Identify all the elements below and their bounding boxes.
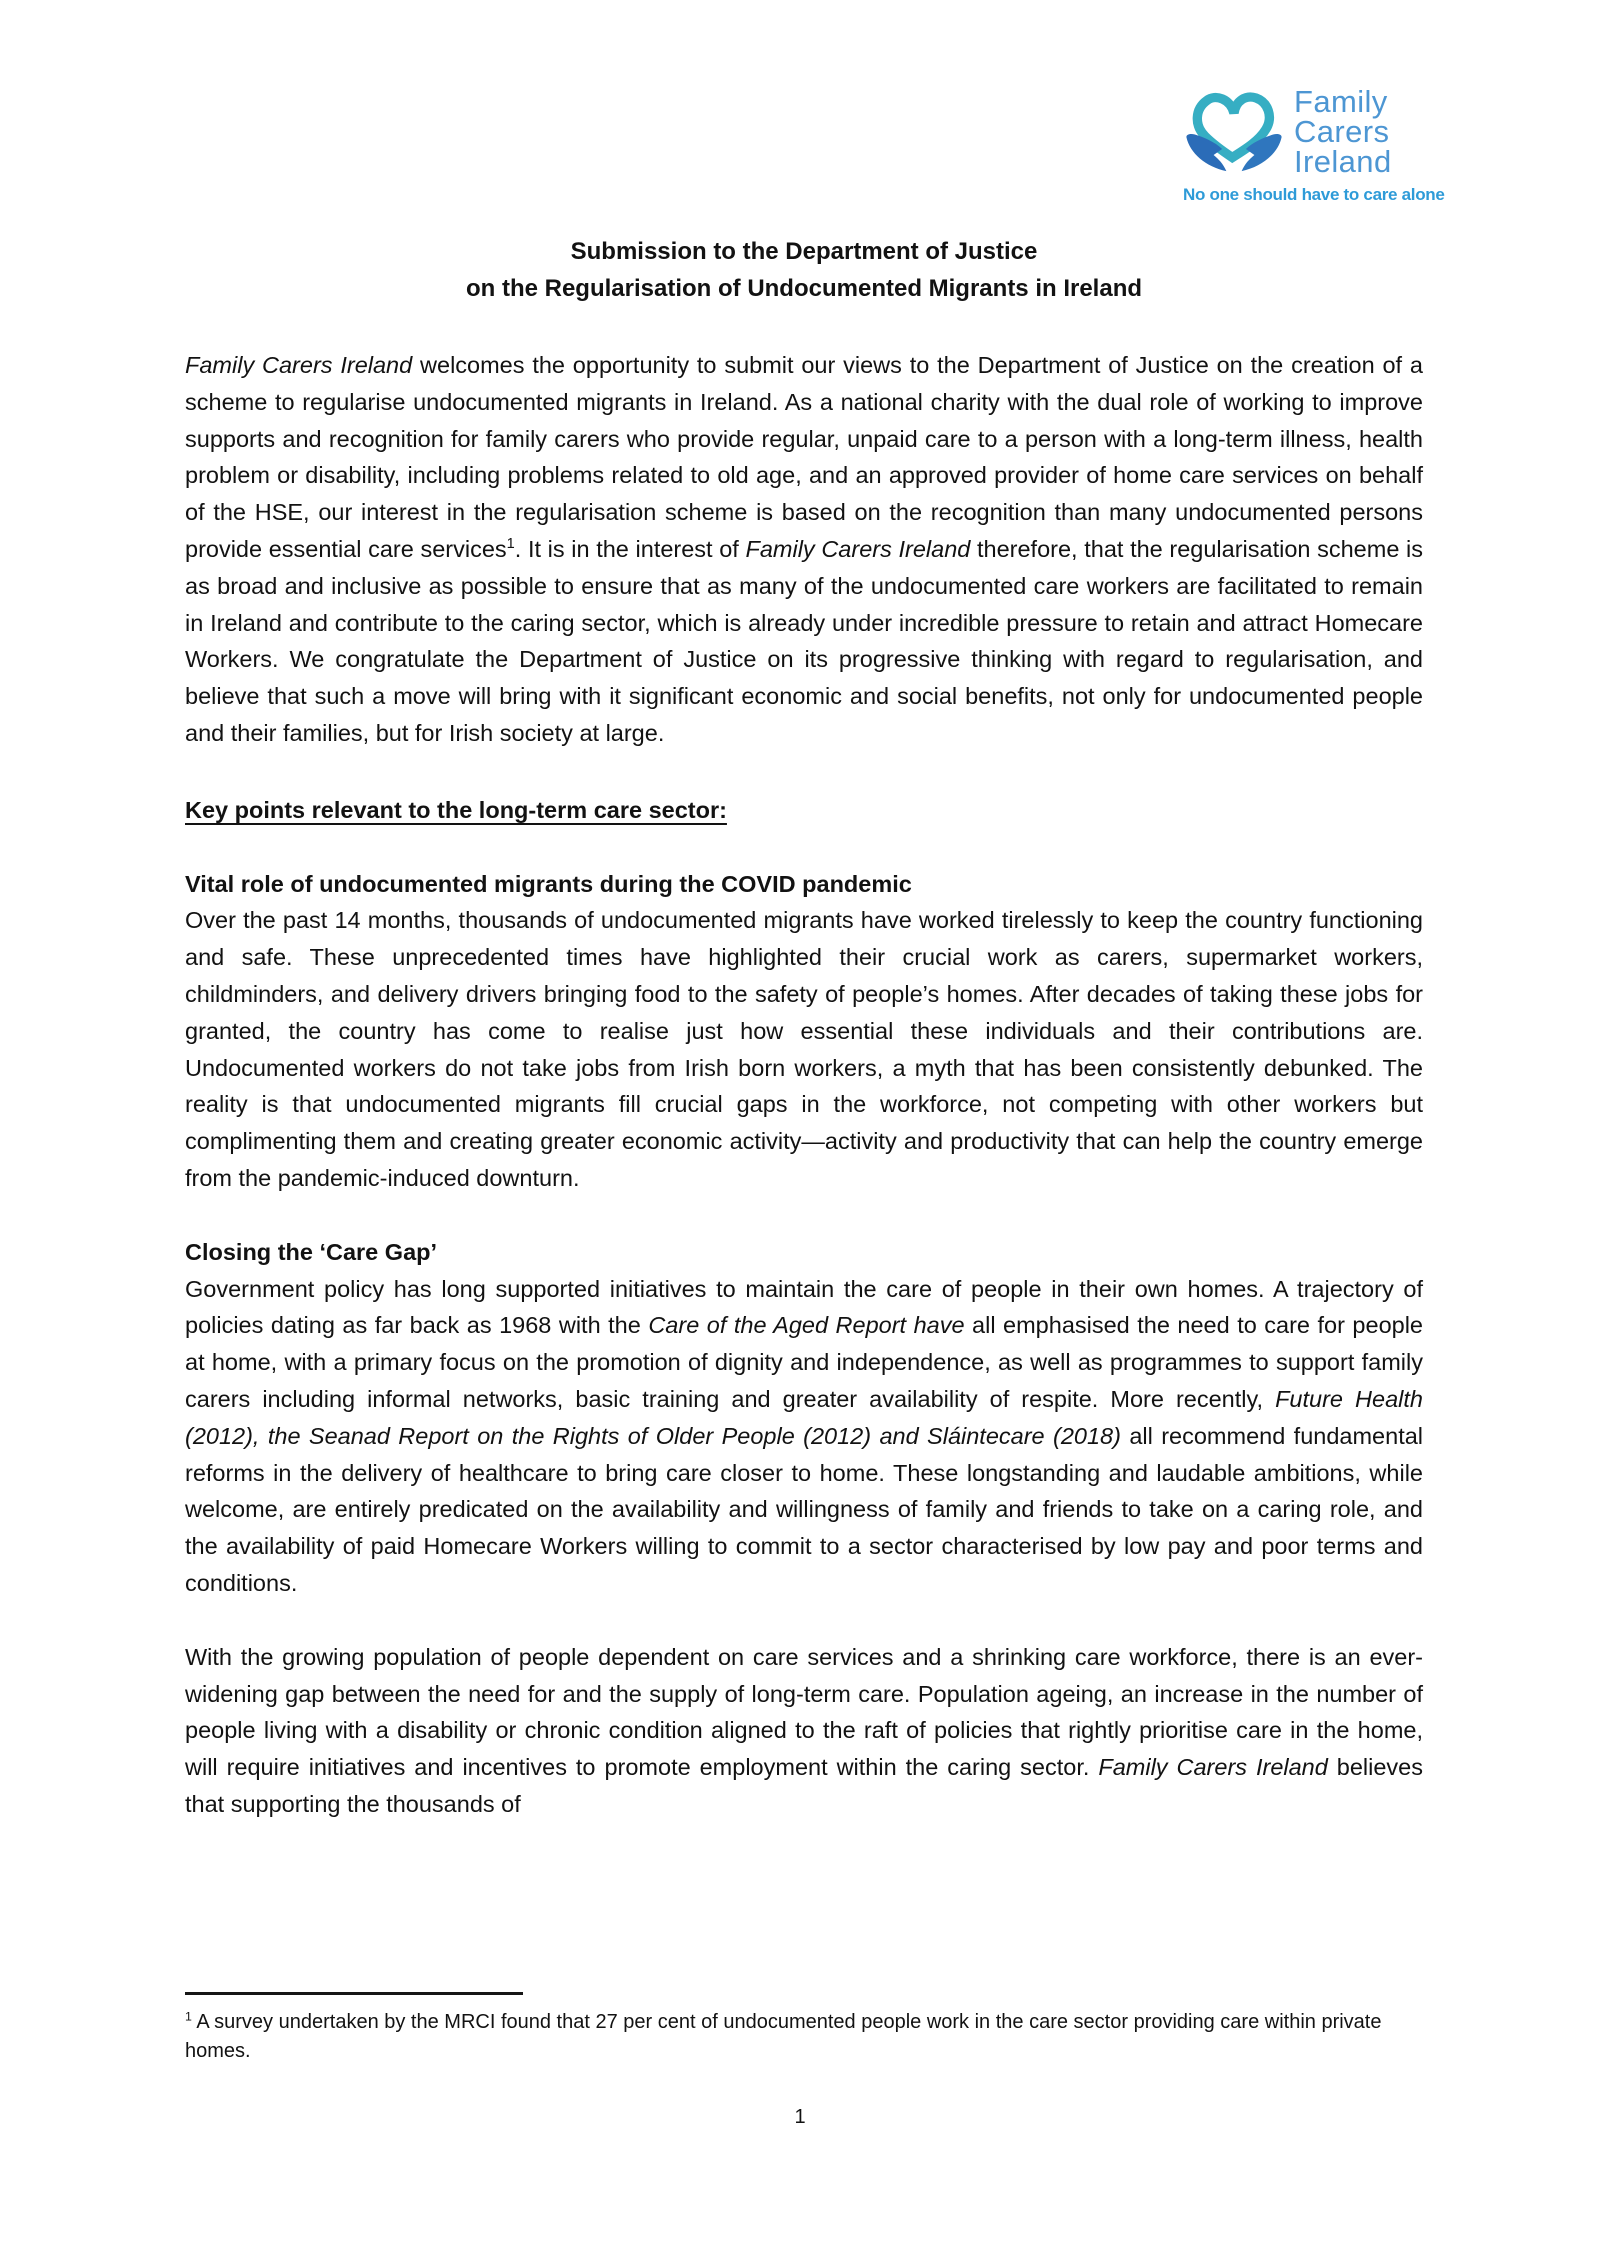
intro-paragraph: Family Carers Ireland welcomes the opportunity to submit our views to the Department of Justice on the creation of a scheme to regularise undocumented migrants in Ireland. As a national charity with the dual role of working to improve supports and recognition for family carers who provide regular, unpaid care to a person with a long-term illness, health problem or disability, including problems related to old age, and an approved provider of home care services on behalf of the HSE, our interest in the regularisation scheme is based on the recognition than many undocumented persons provide essential care services$^1$. It is in the interest of Family Carers Ireland therefore, that the regularisation scheme is as broad and inclusive as possible to ensure that as many of the undocumented care workers are facilitated to remain in Ireland and contribute to the caring sector, which is already under incredible pressure to retain and attract Homecare Workers. We congratulate the Department of Justice on its progressive thinking with regard to regularisation, and believe that such a move will bring with it significant economic and social benefits, not only for undocumented people and their families, but for Irish society at large. [185, 352, 1424, 746]
footnote-marker: 1 [185, 2009, 192, 2024]
logo-top [1183, 86, 1439, 178]
section-paragraph: Over the past 14 months, thousands of undocumented migrants have worked tirelessly to keep the country functioning and safe. These unprecedented times have highlighted their crucial work as carers, supermarket workers, childminders, and delivery drivers bringing food to the safety of people’s homes. After decades of taking these jobs for granted, the country has come to realise just how essential these individuals and their contributions are. Undocumented workers do not take jobs from Irish born workers, a myth that has been consistently debunked. The reality is that undocumented migrants fill crucial gaps in the workforce, not competing with other workers but complimenting them and creating greater economic activity—activity and productivity that can help the country emerge from the pandemic-induced downturn. [185, 907, 1423, 1191]
footnote [185, 2008, 1423, 2066]
heart-hands-icon [1183, 86, 1285, 178]
logo-wordmark-line: Carers [1294, 114, 1390, 149]
document-title-line1: Submission to the Department of Justice [570, 238, 1038, 265]
page-number: 1 [794, 2106, 806, 2128]
section-paragraph: Government policy has long supported initiatives to maintain the care of people in their own homes. A trajectory of policies dating as far back as 1968 with the Care of the Aged Report have all emphasised the need to care for people at home, with a primary focus on the promotion of dignity and independence, as well as programmes to support family carers including informal networks, basic training and greater availability of respite. More recently, Future Health (2012), the Seanad Report on the Rights of Older People (2012) and Sláintecare (2018) all recommend fundamental reforms in the delivery of healthcare to bring care closer to home. These longstanding and laudable ambitions, while welcome, are entirely predicated on the availability and willingness of family and friends to take on a caring role, and the availability of paid Homecare Workers willing to commit to a sector characterised by low pay and poor terms and conditions. [185, 1275, 1424, 1596]
section-heading-care-gap: Closing the ‘Care Gap’ [185, 1238, 438, 1265]
key-points-heading: Key points relevant to the long-term care sector: [185, 796, 727, 823]
document-title-line2: on the Regularisation of Undocumented Migrants in Ireland [465, 275, 1143, 302]
document-content [185, 233, 1423, 1823]
logo-wordmark-line: Ireland [1294, 144, 1392, 179]
section-care-gap [185, 1234, 1423, 1823]
footnote-separator [185, 1992, 523, 1995]
section-covid-role [185, 866, 1423, 1197]
logo-wordmark [1294, 84, 1392, 179]
document-title [185, 233, 1423, 307]
section-paragraph: With the growing population of people dependent on care services and a shrinking care workforce, there is an ever-widening gap between the need for and the supply of long-term care. Population ageing, an increase in the number of people living with a disability or chronic condition aligned to the raft of policies that rightly prioritise care in the home, will require initiatives and incentives to promote employment within the caring sector. Family Carers Ireland believes that supporting the thousands of [185, 1643, 1424, 1817]
logo-tagline: No one should have to care alone [1183, 185, 1445, 204]
footnote-text: A survey undertaken by the MRCI found that 27 per cent of undocumented people work in the care sector providing care within private homes. [185, 2011, 1382, 2062]
section-heading-covid: Vital role of undocumented migrants during the COVID pandemic [185, 870, 912, 897]
logo-wordmark-line: Family [1294, 84, 1388, 119]
logo [1183, 84, 1445, 205]
footnote-area [185, 1992, 1423, 2066]
